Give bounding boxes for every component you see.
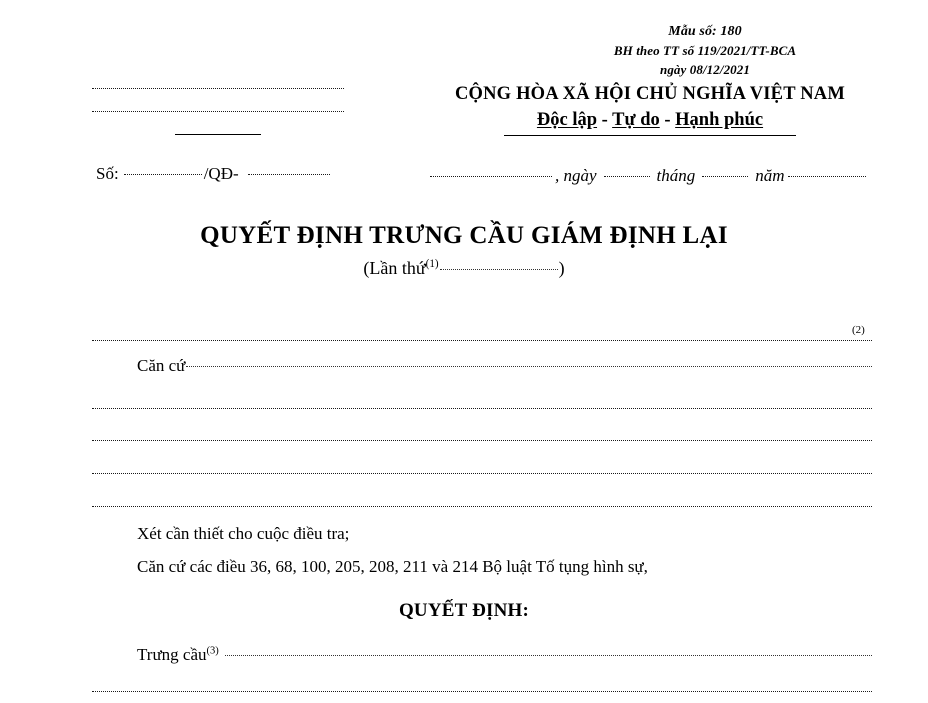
document-number-line [96, 164, 330, 184]
subtitle-suffix: ) [558, 258, 565, 278]
date-month-label: tháng [656, 166, 696, 185]
motto-freedom: Tự do [612, 110, 660, 130]
basis-header-blank-line[interactable] [92, 340, 872, 341]
basis-input[interactable] [186, 366, 872, 367]
org-name-blank-line-2[interactable] [92, 111, 344, 112]
org-block-divider [175, 134, 261, 135]
place-date-line [430, 166, 880, 186]
date-day-label: , ngày [555, 166, 597, 185]
subtitle-prefix: (Lần thứ [363, 258, 426, 278]
issuing-organization-block [92, 88, 344, 135]
form-code-date: ngày 08/12/2021 [660, 62, 750, 77]
body-line-legal-basis: Căn cứ các điều 36, 68, 100, 205, 208, 211 và 214 Bộ luật Tố tụng hình sự, [137, 557, 648, 576]
document-number-label: Số: [96, 164, 119, 183]
form-code-number: Mẫu số: 180 [668, 24, 742, 39]
date-year-label: năm [755, 166, 785, 185]
subtitle-time-input[interactable] [440, 269, 558, 270]
request-label-row [137, 645, 872, 665]
national-heading [420, 84, 880, 136]
request-footnote-marker: (3) [206, 645, 219, 657]
motto-happiness: Hạnh phúc [675, 110, 764, 130]
form-code-block [540, 22, 870, 79]
basis-blank-line-1[interactable] [92, 408, 872, 409]
decision-heading: QUYẾT ĐỊNH: [398, 600, 530, 621]
motto-separator-2: - [659, 110, 676, 130]
basis-blank-line-3[interactable] [92, 473, 872, 474]
document-subtitle [0, 258, 928, 279]
request-input[interactable] [225, 655, 872, 656]
motto-separator-1: - [597, 110, 613, 130]
basis-label-row [137, 356, 872, 376]
year-input[interactable] [788, 176, 866, 177]
basis-footnote-marker: (2) [852, 324, 865, 336]
document-number-separator: /QĐ- [203, 164, 239, 183]
motto-independence: Độc lập [536, 110, 598, 130]
national-motto [420, 110, 880, 131]
request-label: Trưng cầu$^{(3)}$ [137, 645, 219, 664]
document-title: QUYẾT ĐỊNH TRƯNG CẦU GIÁM ĐỊNH LẠI [200, 222, 728, 249]
place-input[interactable] [430, 176, 552, 177]
request-blank-line-1[interactable] [92, 691, 872, 692]
month-input[interactable] [702, 176, 748, 177]
document-number-input[interactable] [124, 174, 202, 175]
national-heading-divider [504, 135, 796, 136]
document-number-suffix-input[interactable] [248, 174, 330, 175]
day-input[interactable] [604, 176, 650, 177]
form-code-circular: BH theo TT số 119/2021/TT-BCA [613, 43, 797, 58]
country-name: CỘNG HÒA XÃ HỘI CHỦ NGHĨA VIỆT NAM [454, 84, 846, 104]
basis-blank-line-4[interactable] [92, 506, 872, 507]
subtitle-footnote-marker: (1) [425, 258, 439, 270]
org-name-blank-line-1[interactable] [92, 88, 344, 89]
basis-blank-line-2[interactable] [92, 440, 872, 441]
basis-label: Căn cứ [137, 356, 186, 375]
body-line-necessity: Xét cần thiết cho cuộc điều tra; [137, 524, 350, 543]
